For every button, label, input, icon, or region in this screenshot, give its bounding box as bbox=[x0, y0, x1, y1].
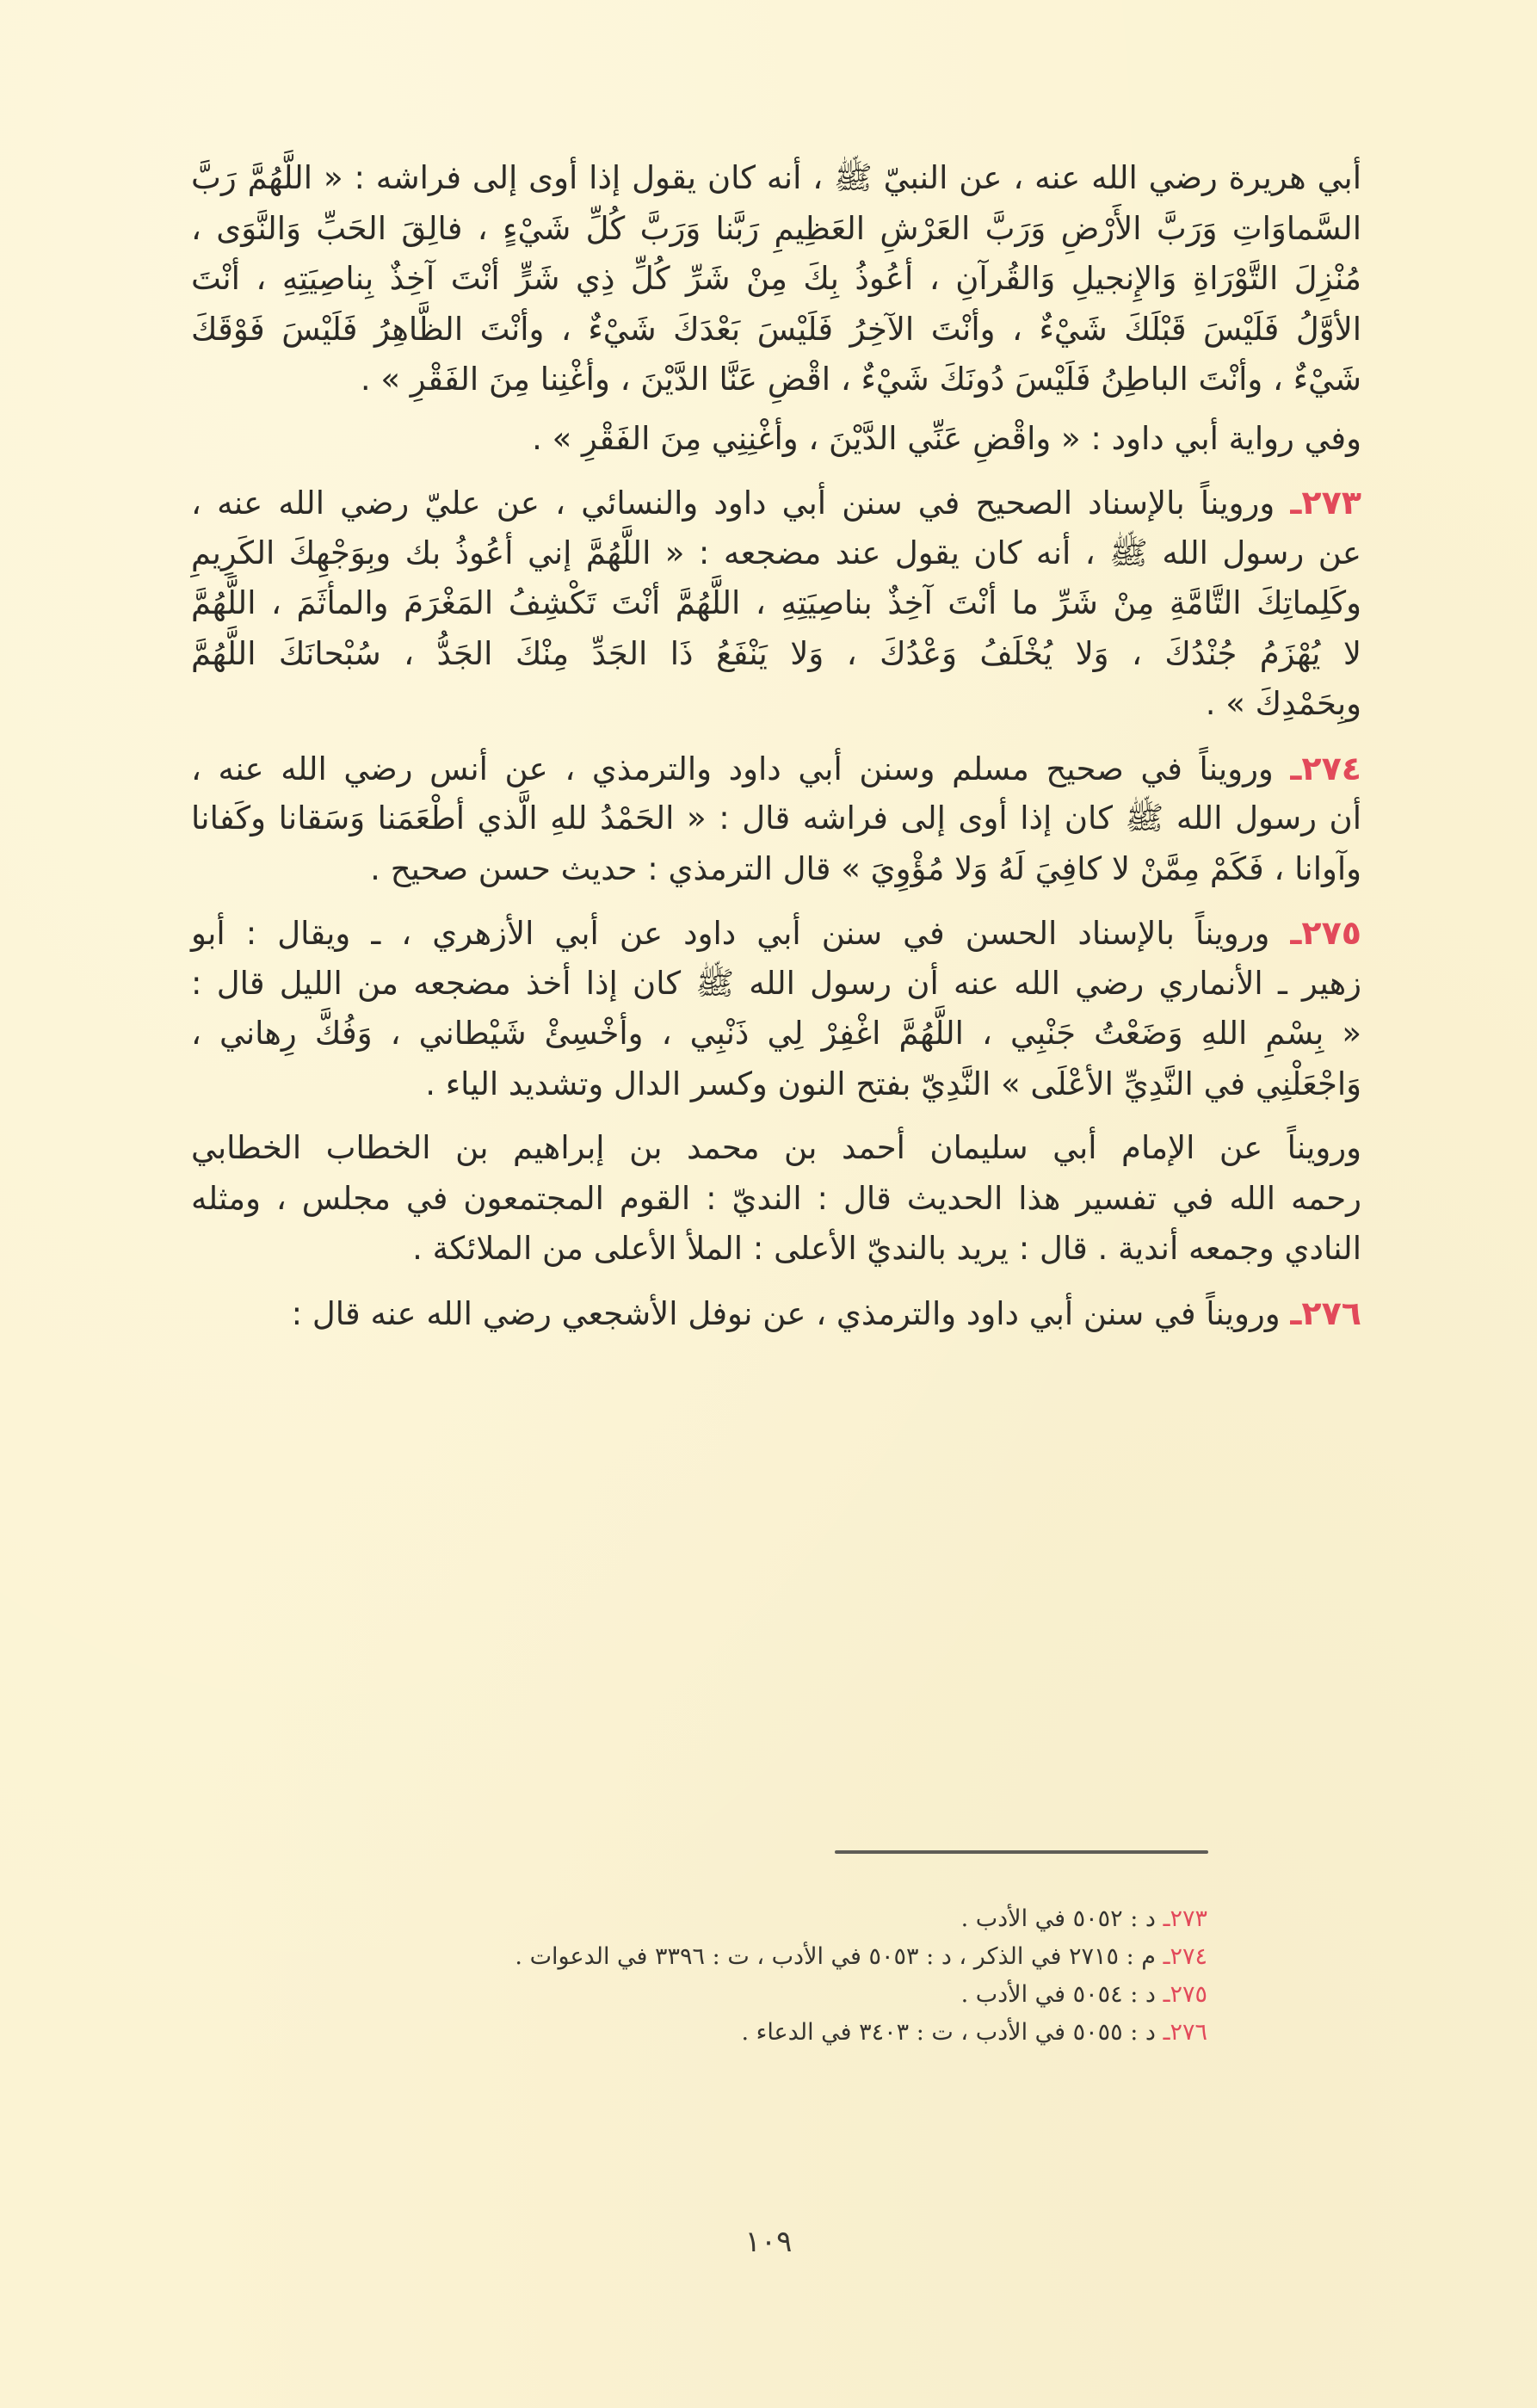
text-line-content: ورويناً في صحيح مسلم وسنن أبي داود والترمذي ، عن أنس رضي الله عنه ، bbox=[191, 750, 1274, 787]
footnote-274 bbox=[433, 1938, 1207, 1976]
page-number: ١٠٩ bbox=[744, 2225, 793, 2259]
text-line-content: ورويناً بالإسناد الحسن في سنن أبي داود عن أبي الأزهري ، ـ ويقال : أبو bbox=[191, 915, 1270, 952]
footnote-273 bbox=[433, 1900, 1207, 1938]
footnote-number-dash: ـ bbox=[1163, 1943, 1170, 1970]
footnote-number-dash: ـ bbox=[1163, 1905, 1170, 1932]
paragraph-continuation bbox=[191, 153, 1361, 405]
text-line: ورويناً عن الإمام أبي سليمان أحمد بن محمد بن إبراهيم بن الخطاب الخطابي bbox=[191, 1129, 1361, 1166]
text-line: وبِحَمْدِكَ » . bbox=[1205, 685, 1361, 722]
footnote-276 bbox=[433, 2014, 1207, 2052]
text-line: الأوَّلُ فَلَيْسَ قَبْلَكَ شَيْءٌ ، وأنْتَ الآخِرُ فَلَيْسَ بَعْدَكَ شَيْءٌ ، وأنْتَ الظَّاهِرُ فَلَيْسَ فَوْقَكَ bbox=[191, 310, 1361, 348]
text-line: أبي هريرة رضي الله عنه ، عن النبيّ ﷺ ، أنه كان يقول إذا أوى إلى فراشه : « اللَّهُمَّ رَبَّ bbox=[191, 159, 1361, 196]
text-line bbox=[191, 908, 1361, 959]
paragraph-abu-dawud-variant bbox=[191, 414, 1361, 465]
footnotes bbox=[433, 1900, 1207, 2052]
footnote-text: د : ٥٠٥٢ في الأدب . bbox=[960, 1905, 1156, 1932]
text-line: شَيْءٌ ، وأنْتَ الباطِنُ فَلَيْسَ دُونَكَ شَيْءٌ ، اقْضِ عَنَّا الدَّيْنَ ، وأغْنِنا مِنَ الفَقْرِ » . bbox=[360, 361, 1361, 398]
text-line bbox=[191, 478, 1361, 528]
paragraph-khattabi-commentary bbox=[191, 1123, 1361, 1275]
footnote-number: ٢٧٥ bbox=[1170, 1981, 1207, 2008]
footnote-divider bbox=[835, 1850, 1208, 1854]
text-line bbox=[191, 1288, 1361, 1339]
hadith-number: ٢٧٤ bbox=[1301, 749, 1361, 787]
hadith-number: ٢٧٥ bbox=[1301, 914, 1361, 952]
text-line: وفي رواية أبي داود : « واقْضِ عَنِّي الدَّيْنَ ، وأغْنِنِي مِنَ الفَقْرِ » . bbox=[532, 419, 1361, 457]
text-line: زهير ـ الأنماري رضي الله عنه أن رسول الله ﷺ كان إذا أخذ مضجعه من الليل قال : bbox=[191, 964, 1361, 1002]
hadith-number-dash: ـ bbox=[1290, 1294, 1302, 1332]
footnote-text: د : ٥٠٥٤ في الأدب . bbox=[960, 1981, 1156, 2008]
text-line: عن رسول الله ﷺ ، أنه كان يقول عند مضجعه : « اللَّهُمَّ إني أعُوذُ بك وبِوَجْهِكَ الكَرِيمِ bbox=[191, 534, 1361, 571]
text-line: مُنْزِلَ التَّوْرَاةِ وَالإِنجيلِ وَالقُرآنِ ، أعُوذُ بِكَ مِنْ شَرِّ كُلِّ ذِي شَرٍّ أنْتَ آخِذٌ بِناصِيَتِهِ ، أنْتَ bbox=[191, 260, 1361, 297]
hadith-number: ٢٧٦ bbox=[1301, 1294, 1361, 1332]
footnote-text: د : ٥٠٥٥ في الأدب ، ت : ٣٤٠٣ في الدعاء . bbox=[741, 2019, 1156, 2046]
hadith-number: ٢٧٣ bbox=[1301, 484, 1361, 522]
text-line: النادي وجمعه أندية . قال : يريد بالنديّ الأعلى : الملأ الأعلى من الملائكة . bbox=[412, 1230, 1361, 1267]
hadith-276 bbox=[191, 1288, 1361, 1339]
footnote-number-dash: ـ bbox=[1163, 2019, 1170, 2046]
footnote-number: ٢٧٣ bbox=[1170, 1905, 1207, 1932]
text-line-content: ورويناً بالإسناد الصحيح في سنن أبي داود والنسائي ، عن عليّ رضي الله عنه ، bbox=[191, 485, 1275, 522]
hadith-number-dash: ـ bbox=[1290, 749, 1302, 787]
footnote-275 bbox=[433, 1976, 1207, 2014]
hadith-275 bbox=[191, 908, 1361, 1109]
text-line: رحمه الله في تفسير هذا الحديث قال : النديّ : القوم المجتمعون في مجلس ، ومثله bbox=[191, 1179, 1361, 1217]
text-line bbox=[191, 744, 1361, 794]
hadith-274 bbox=[191, 744, 1361, 895]
text-line: وَاجْعَلْنِي في النَّدِيِّ الأعْلَى » النَّدِيّ بفتح النون وكسر الدال وتشديد الياء . bbox=[425, 1065, 1361, 1102]
main-text-block bbox=[191, 153, 1361, 1352]
text-line: أن رسول الله ﷺ كان إذا أوى إلى فراشه قال : « الحَمْدُ للهِ الَّذي أطْعَمَنا وَسَقانا وكَفانا bbox=[191, 800, 1361, 837]
footnote-number-dash: ـ bbox=[1163, 1981, 1170, 2008]
text-line: وكَلِماتِكَ التَّامَّةِ مِنْ شَرِّ ما أنْتَ آخِذٌ بناصِيَتِهِ ، اللَّهُمَّ أنْتَ تَكْشِفُ المَغْرَمَ والمأثَمَ ، اللَّهُمَّ bbox=[191, 584, 1361, 621]
text-line: وآوانا ، فَكَمْ مِمَّنْ لا كافِيَ لَهُ وَلا مُؤْوِيَ » قال الترمذي : حديث حسن صحيح . bbox=[370, 849, 1361, 887]
footnote-number: ٢٧٤ bbox=[1170, 1943, 1207, 1970]
text-line: السَّماوَاتِ وَرَبَّ الأَرْضِ وَرَبَّ العَرْشِ العَظِيمِ رَبَّنا وَرَبَّ كُلِّ شَيْءٍ ، فالِقَ الحَبِّ وَالنَّوَى ، bbox=[191, 209, 1361, 247]
footnote-number: ٢٧٦ bbox=[1170, 2019, 1207, 2046]
footnote-text: م : ٢٧١٥ في الذكر ، د : ٥٠٥٣ في الأدب ، ت : ٣٣٩٦ في الدعوات . bbox=[515, 1943, 1156, 1970]
hadith-number-dash: ـ bbox=[1290, 484, 1302, 522]
hadith-number-dash: ـ bbox=[1290, 914, 1302, 952]
text-line: لا يُهْزَمُ جُنْدُكَ ، وَلا يُخْلَفُ وَعْدُكَ ، وَلا يَنْفَعُ ذَا الجَدِّ مِنْكَ الجَدُّ ، سُبْحانَكَ اللَّهُمَّ bbox=[191, 634, 1361, 672]
text-line: « بِسْمِ اللهِ وَضَعْتُ جَنْبِي ، اللَّهُمَّ اغْفِرْ لِي ذَنْبِي ، وأخْسِئْ شَيْطاني ، وَفُكَّ رِهاني ، bbox=[191, 1015, 1361, 1052]
hadith-273 bbox=[191, 478, 1361, 730]
text-line-content: ورويناً في سنن أبي داود والترمذي ، عن نوفل الأشجعي رضي الله عنه قال : bbox=[291, 1294, 1281, 1332]
